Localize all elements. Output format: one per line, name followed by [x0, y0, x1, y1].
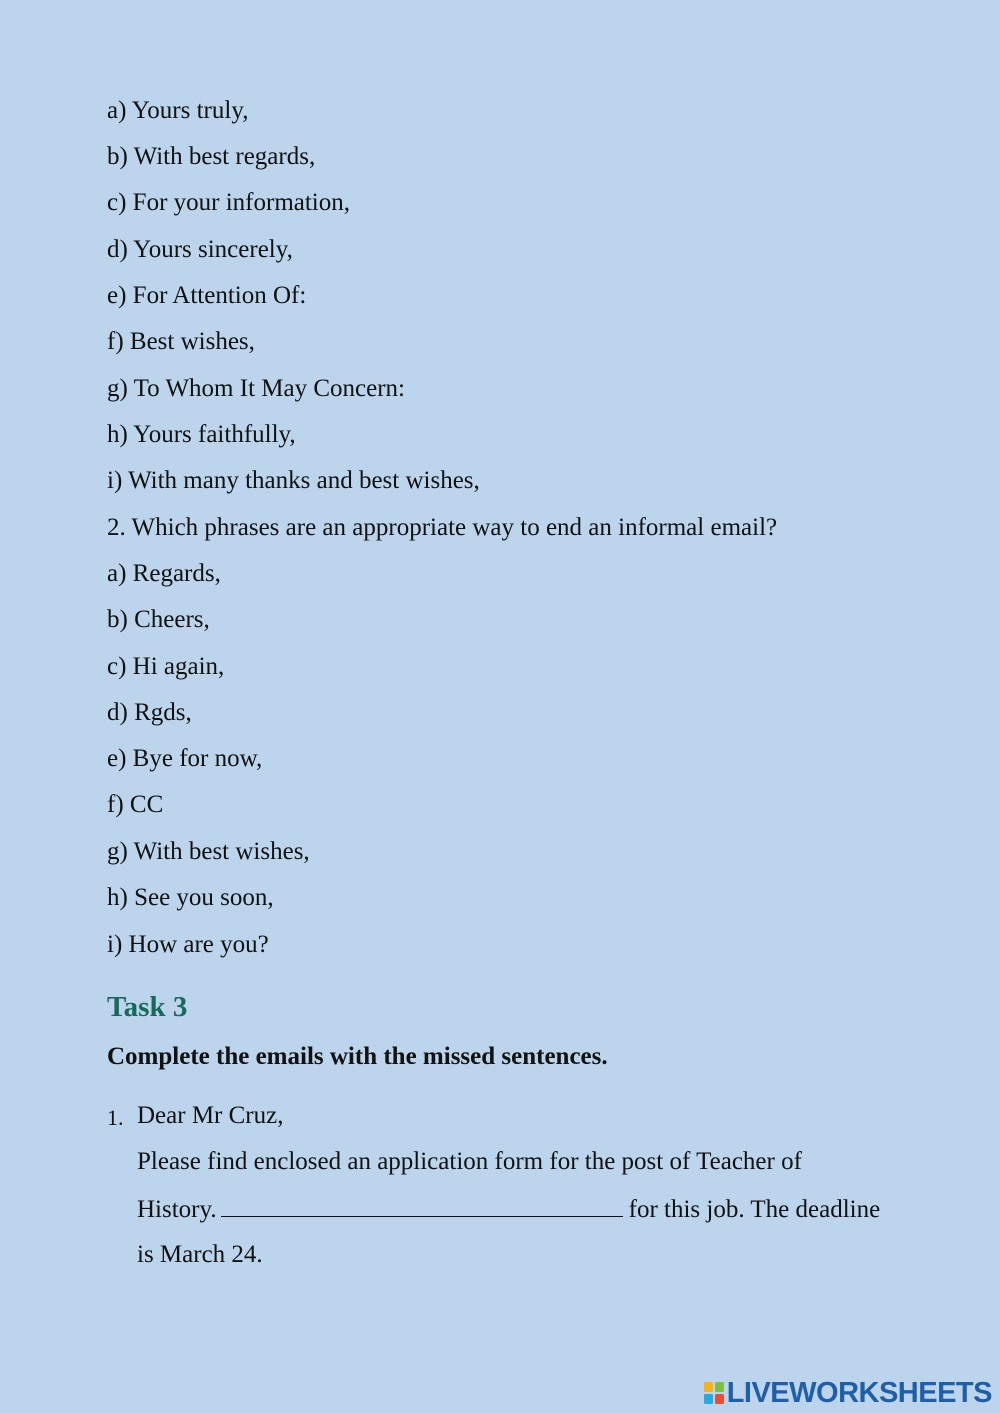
task-instruction: Complete the emails with the missed sentences.: [107, 1043, 608, 1070]
email-line-with-blank: [137, 1194, 880, 1225]
email-text: History.: [137, 1196, 217, 1223]
list-item: a) Yours truly,: [107, 97, 249, 124]
list-item: g) To Whom It May Concern:: [107, 375, 405, 402]
list-item: h) See you soon,: [107, 884, 274, 911]
email-text: for this job. The deadline: [628, 1196, 881, 1223]
list-item: c) Hi again,: [107, 653, 225, 680]
list-item: i) With many thanks and best wishes,: [107, 467, 480, 494]
logo-text: LIVEWORKSHEETS: [726, 1377, 992, 1409]
list-item: f) CC: [107, 791, 164, 818]
list-item: a) Regards,: [107, 560, 221, 587]
list-item: d) Rgds,: [107, 699, 192, 726]
list-item: d) Yours sincerely,: [107, 236, 293, 263]
list-item: c) For your information,: [107, 189, 351, 216]
list-item: e) Bye for now,: [107, 745, 263, 772]
list-item: e) For Attention Of:: [107, 282, 307, 309]
logo-icon: [703, 1381, 725, 1405]
list-item: b) With best regards,: [107, 143, 316, 170]
liveworksheets-logo: [703, 1376, 992, 1410]
question-2: 2. Which phrases are an appropriate way to end an informal email?: [107, 514, 778, 541]
email-number: 1.: [107, 1105, 124, 1130]
list-item: g) With best wishes,: [107, 838, 310, 865]
email-greeting: Dear Mr Cruz,: [137, 1102, 284, 1129]
list-item: b) Cheers,: [107, 606, 210, 633]
email-line: Please find enclosed an application form for the post of Teacher of: [137, 1148, 802, 1175]
email-line: is March 24.: [137, 1241, 263, 1268]
list-item: f) Best wishes,: [107, 328, 255, 355]
list-item: h) Yours faithfully,: [107, 421, 296, 448]
answer-blank[interactable]: [221, 1194, 623, 1217]
list-item: i) How are you?: [107, 931, 269, 958]
task-heading: Task 3: [107, 991, 188, 1023]
